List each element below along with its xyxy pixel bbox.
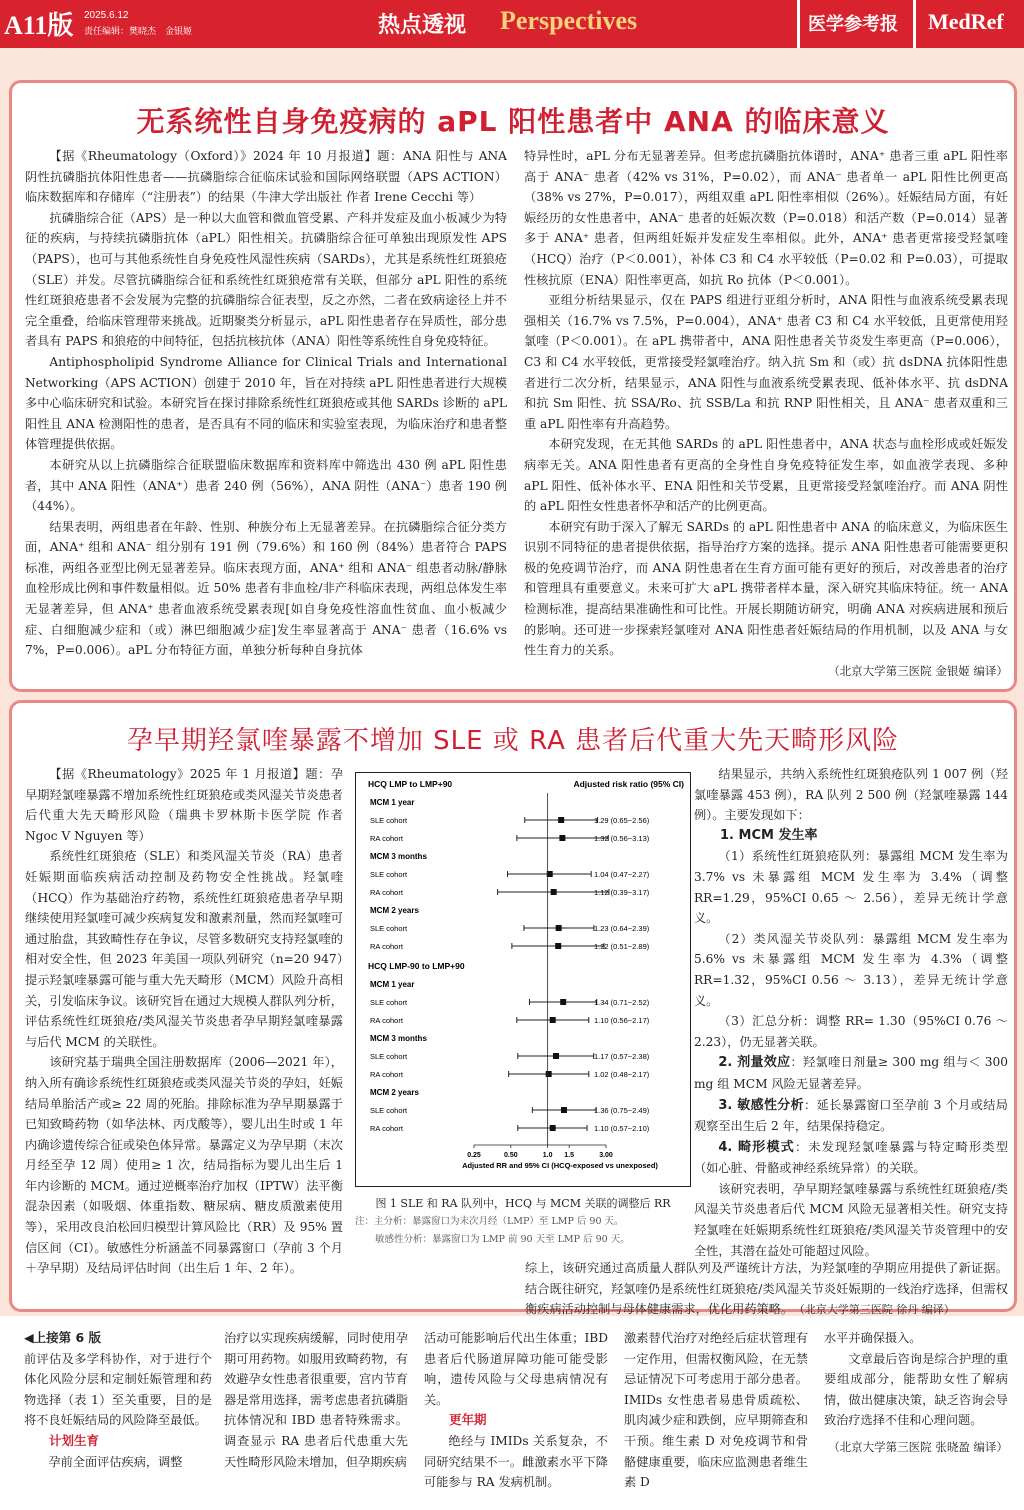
forest-plot-svg <box>356 773 690 1186</box>
article-hcq <box>9 700 1017 1317</box>
page-header <box>0 0 1024 48</box>
paragraph: 该研究基于瑞典全国注册数据库（2006—2021 年），纳入所有确诊系统性红斑狼疮或类风湿关节炎的孕妇，妊娠结局单胎活产或≥ 22 周的死胎。排除标准为孕早期暴露于已知致畸药物（如华法林、丙戊酸等），婴儿出生时或 1 年内确诊遗传综合征或染色体异常。暴露定义为孕早期（末次月经至孕 12 周）使用≥ 1 次，结局指标为婴儿出生后 1 年内诊断的 MCM。通过逆概率治疗加权（IPTW）法平衡混杂因素（如吸烟、体重指数、糖尿病、糖皮质激素使用等），采用改良泊松回归模型计算风险比（RR）及 95% 置信区间（CI）。敏感性分析涵盖不同暴露窗口（孕前 3 个月＋孕早期）及结局评估时间（出生后 1 年、2 年）。 <box>25 1055 343 1276</box>
paragraph: 孕前全面评估疾病，调整 <box>48 1454 183 1469</box>
rr-value: 1.12 (0.39−3.17) <box>594 888 650 897</box>
rr-value: 1.32 (0.56−3.13) <box>594 834 650 843</box>
article-column <box>25 764 343 1279</box>
point-estimate <box>550 1017 556 1023</box>
header-divider <box>913 0 916 48</box>
continued-article <box>0 1316 1024 1510</box>
rr-value: 1.17 (0.57−2.38) <box>594 1052 650 1061</box>
forest-plot <box>355 772 691 1187</box>
subheading: 4. 畸形模式 <box>718 1139 795 1155</box>
paragraph: （1）系统性红斑狼疮队列：暴露组 MCM 发生率为 3.7% vs 未暴露组 MCM 发生率为 3.4%（调整 RR=1.29，95%CI 0.65 ～ 2.56），差异无统计学意义。 <box>694 849 1008 926</box>
paragraph: 结果表明，两组患者在年龄、性别、种族分布上无显著差异。在抗磷脂综合征分类方面，ANA⁺ 组和 ANA⁻ 组分别有 191 例（79.6%）和 160 例（84%）患者符合 PAPS 标准，两组各亚型比例无显著差异。临床表现方面，ANA⁺ 组和 ANA⁻ 组患者动脉/静脉血栓形成比例和事件数量相似。近 50% 患者有非血栓/非产科临床表现，两组总体发生率无显著差异，但 ANA⁺ 患者血液系统受累表现[如自身免疫性溶血性贫血、血小板减少症、白细胞减少症和（或）淋巴细胞减少症]发生率显著高于 ANA⁻ 患者（16.6% vs 7%，P=0.006）。aPL 分布特征方面，单独分析每种自身抗体 <box>25 519 507 658</box>
period-label: MCM 3 months <box>370 852 427 861</box>
point-estimate <box>558 817 564 823</box>
rr-value: 1.22 (0.51−2.89) <box>594 942 650 951</box>
figure-note: 注：主分析：暴露窗口为末次月经（LMP）至 LMP 后 90 天。 <box>355 1216 624 1227</box>
row-label: RA cohort <box>370 888 403 897</box>
paragraph <box>525 1258 1008 1321</box>
article-title: 孕早期羟氯喹暴露不增加 SLE 或 RA 患者后代重大先天畸形风险 <box>126 726 900 756</box>
paragraph: 前评估及多学科协作，对于进行个体化风险分层和定制妊娠管理和药物选择（表 1）至关重要，目的是将不良妊娠结局的风险降至最低。 <box>24 1351 212 1428</box>
period-label: MCM 2 years <box>370 906 419 915</box>
row-label: SLE cohort <box>370 816 408 825</box>
continued-marker: ◀上接第 6 版 <box>24 1330 102 1345</box>
rr-value: 1.36 (0.75−2.49) <box>594 1106 650 1115</box>
paragraph: 水平并确保摄入。 <box>824 1331 922 1345</box>
paragraph: 本研究从以上抗磷脂综合征联盟临床数据库和资料库中筛选出 430 例 aPL 阳性患者，其中 ANA 阳性（ANA⁺）患者 240 例（56%），ANA 阴性（ANA⁻）患者 190 例（44%）。 <box>25 457 507 514</box>
row-label: RA cohort <box>370 834 403 843</box>
subheading: 计划生育 <box>49 1432 100 1448</box>
paragraph: 【据《Rheumatology》2025 年 1 月报道】题：孕早期羟氯喹暴露不增加系统性红斑狼疮或类风湿关节炎患者后代重大先天畸形风险（瑞典卡罗林斯卡医学院 作者 Ngoc V Nguyen 等） <box>25 767 343 843</box>
paragraph: 该研究表明，孕早期羟氯喹暴露与系统性红斑狼疮/类风湿关节炎患者后代 MCM 风险无显著相关性。研究支持羟氯喹在妊娠期系统性红斑狼疮/类风湿关节炎管理中的安全性，其潜在益处可能超过风险。 <box>694 1181 1008 1258</box>
article-title: 无系统性自身免疫病的 aPL 阳性患者中 ANA 的临床意义 <box>136 105 890 138</box>
row-label: SLE cohort <box>370 870 408 879</box>
paragraph: 绝经与 IMIDs 关系复杂，不同研究结果不一。雌激素水平下降可能参与 RA 发病机制。 <box>424 1433 608 1490</box>
column-header: Adjusted risk ratio (95% CI) <box>573 779 684 789</box>
x-tick-label: 3.00 <box>599 1152 613 1159</box>
rr-value: 1.34 (0.71−2.52) <box>594 998 650 1007</box>
paragraph: 本研究发现，在无其他 SARDs 的 aPL 阳性患者中，ANA 状态与血栓形成或妊娠发病率无关。ANA 阳性患者有更高的全身性自身免疫特征发生率，如血液学表现、多种 aPL 阳性、低补体水平、ENA 阳性和关节受累，且更常接受羟氯喹治疗。而 ANA 阴性的 aPL 阳性女性患者怀孕和活产的比例更高。 <box>524 437 1008 514</box>
continued-column <box>224 1328 408 1472</box>
rr-value: 1.29 (0.65−2.56) <box>594 816 650 825</box>
paragraph: （3）汇总分析：调整 RR= 1.30（95%CI 0.76 ～ 2.23），仍无显著关联。 <box>694 1014 1008 1049</box>
figure-title: 图 1 SLE 和 RA 队列中，HCQ 与 MCM 关联的调整后 RR <box>375 1197 671 1210</box>
paragraph: 结果显示，共纳入系统性红斑狼疮队列 1 007 例（羟氯喹暴露 453 例），RA 队列 2 500 例（羟氯喹暴露 144 例）。主要发现如下： <box>694 767 1008 823</box>
row-label: RA cohort <box>370 1124 403 1133</box>
subheading: 更年期 <box>449 1412 487 1428</box>
continued-column <box>624 1328 808 1493</box>
subheading: 3. 敏感性分析 <box>718 1097 805 1113</box>
author-signature: （北京大学第三医院 金银姬 编译） <box>828 663 1008 678</box>
x-tick-label: 1.5 <box>564 1152 575 1159</box>
paragraph: ：延长暴露窗口至孕前 3 个月或结局观察至出生后 2 年，结果保持稳定。 <box>694 1097 1008 1134</box>
paragraph: 亚组分析结果显示，仅在 PAPS 组进行亚组分析时，ANA 阳性与血液系统受累表现强相关（16.7% vs 7.5%，P=0.004），ANA⁺ 患者 C3 和 C4 水平较低，且更常使用羟氯喹（P＜0.001）。在 aPL 携带者中，ANA 阳性患者关节炎发生率更高（P=0.006），C3 和 C4 水平较低，更常接受羟氯喹治疗。纳入抗 Sm 和（或）抗 dsDNA 抗体阳性患者进行二次分析，结果显示，ANA 阳性与血液系统受累表现、低补体水平、抗 dsDNA 和抗 Sm 阳性、抗 SSA/Ro、抗 SSB/La 和抗 RNP 阳性相关，且 ANA⁻ 患者双重和三重 aPL 阳性率有升高趋势。 <box>524 293 1008 431</box>
rr-value: 1.04 (0.47−2.27) <box>594 870 650 879</box>
subheading: 2. 剂量效应 <box>718 1055 791 1071</box>
row-label: SLE cohort <box>370 998 408 1007</box>
author-signature: （北京大学第三医院 徐丹 编译） <box>799 1303 955 1317</box>
subheading: 1. MCM 发生率 <box>720 827 818 843</box>
article-column <box>525 1258 1008 1321</box>
point-estimate <box>561 1107 567 1113</box>
continued-column <box>24 1328 212 1472</box>
paragraph: （2）类风湿关节炎队列：暴露组 MCM 发生率为 5.6% vs 未暴露组 MCM 发生率为 4.3%（调整 RR=1.32，95%CI 0.56 ～ 3.13），差异无统计学意义。 <box>694 931 1008 1008</box>
paragraph: 激素替代治疗对绝经后症状管理有一定作用，但需权衡风险，在无禁忌证情况下可考虑用于部分患者。IMIDs 女性患者易患骨质疏松、肌肉减少症和跌倒，应早期筛查和干预。维生素 D 对免疫调节和骨骼健康重要，临床应监测患者维生素 D <box>624 1331 808 1490</box>
paragraph: ：未发现羟氯喹暴露与特定畸形类型（如心脏、骨骼或神经系统异常）的关联。 <box>694 1139 1009 1176</box>
group-header: HCQ LMP to LMP+90 <box>368 779 453 789</box>
article-column <box>694 764 1008 1261</box>
point-estimate <box>559 835 565 841</box>
point-estimate <box>560 999 566 1005</box>
x-tick-label: 1.0 <box>542 1152 553 1159</box>
group-header: HCQ LMP-90 to LMP+90 <box>368 961 465 971</box>
article-column <box>25 146 507 661</box>
editors: 责任编辑：樊晓杰 金银姬 <box>84 26 193 36</box>
row-label: RA cohort <box>370 1016 403 1025</box>
row-label: SLE cohort <box>370 1052 408 1061</box>
rr-value: 1.10 (0.56−2.17) <box>594 1016 650 1025</box>
paragraph: 【据《Rheumatology（Oxford）》2024 年 10 月报道】题：ANA 阳性与 ANA 阴性抗磷脂抗体阳性患者——抗磷脂综合征临床试验和国际网络联盟（APS ACTION）临床数据库和存储库（“注册表”）的结果（牛津大学出版社 作者 Irene Cecchi 等） <box>25 149 507 205</box>
point-estimate <box>555 943 561 949</box>
point-estimate <box>556 925 562 931</box>
article-ana <box>9 80 1017 692</box>
rr-value: 1.23 (0.64−2.39) <box>594 924 650 933</box>
period-label: MCM 1 year <box>370 980 415 989</box>
x-axis-label: Adjusted RR and 95% CI (HCQ-exposed vs unexposed) <box>462 1161 658 1170</box>
section-title-en: Perspectives <box>500 6 638 35</box>
paragraph: 特异性时，aPL 分布无显著差异。但考虑抗磷脂抗体谱时，ANA⁺ 患者三重 aPL 阳性率高于 ANA⁻ 患者（42% vs 31%，P=0.02），而 ANA⁻ 患者单一 aPL 阳性比例更高（38% vs 27%，P=0.017），两组双重 aPL 阳性率相似（26%）。妊娠结局方面，有妊娠经历的女性患者中，ANA⁻ 患者的妊娠次数（P=0.018）和活产数（P=0.014）显著多于 ANA⁺ 患者，但两组妊娠并发症发生率相似。此外，ANA⁺ 患者更常接受羟氯喹（HCQ）治疗（P＜0.001），补体 C3 和 C4 水平较低（P=0.02 和 P=0.03），可提取性核抗原（ENA）阳性率更高，如抗 Ro 抗体（P＜0.001）。 <box>524 149 1008 287</box>
x-tick-label: 0.50 <box>504 1152 518 1159</box>
paragraph: 抗磷脂综合征（APS）是一种以大血管和微血管受累、产科并发症及血小板减少为特征的疾病，与持续抗磷脂抗体（aPL）阳性相关。抗磷脂综合征可单独出现原发性 APS（PAPS），也可与其他系统性自身免疫性风湿性疾病（SARDs），尤其是系统性红斑狼疮（SLE）并发。尽管抗磷脂综合征和系统性红斑狼疮常有关联，但部分 aPL 阳性的系统性红斑狼疮患者不会发展为完整的抗磷脂综合征表型，反之亦然，二者在致病途径上并不完全重叠，给临床管理带来挑战。近期聚类分析显示，aPL 阳性患者存在异质性，部分患者具有 PAPS 和狼疮的中间特征，包括抗核抗体（ANA）阳性等系统性自身免疫特征。 <box>25 210 507 349</box>
row-label: RA cohort <box>370 1070 403 1079</box>
paragraph: 活动可能影响后代出生体重；IBD 患者后代肠道屏障功能可能受影响，遗传风险与父母患病情况有关。 <box>424 1331 608 1407</box>
period-label: MCM 1 year <box>370 798 415 807</box>
paragraph-text: 综上，该研究通过高质量人群队列及严谨统计方法，为羟氯喹的孕期应用提供了新证据。结合既往研究，羟氯喹仍是系统性红斑狼疮/类风湿关节炎妊娠期的一线治疗选择，但需权衡疾病活动控制与母体健康需求，优化用药策略。 <box>525 1261 1008 1317</box>
period-label: MCM 2 years <box>370 1088 419 1097</box>
continued-column <box>424 1328 608 1493</box>
section-title: 热点透视 <box>378 13 467 38</box>
publication-name-en: MedRef <box>928 9 1004 34</box>
figure-note: 敏感性分析：暴露窗口为 LMP 前 90 天至 LMP 后 90 天。 <box>375 1234 630 1245</box>
paragraph: 治疗以实现疾病缓解，同时使用孕期可用药物。如服用致畸药物，有效避孕女性患者很重要，宫内节育器是常用选择，需考虑患者抗磷脂抗体情况和 IBD 患者特殊需求。调查显示 RA 患者后代患重大先天性畸形风险未增加，但孕期疾病 <box>224 1331 408 1469</box>
row-label: SLE cohort <box>370 1106 408 1115</box>
continued-column <box>824 1328 1008 1458</box>
rr-value: 1.02 (0.48−2.17) <box>594 1070 650 1079</box>
figure-caption <box>355 1195 691 1249</box>
paragraph: 本研究有助于深入了解无 SARDs 的 aPL 阳性患者中 ANA 的临床意义，为临床医生识别不同特征的患者提供依据，指导治疗方案的选择。提示 ANA 阳性患者可能需要更积极的免疫调节治疗，而 ANA 阴性患者在生育方面可能有更好的预后，对改善患者的治疗和管理具有重要意义。未来可扩大 aPL 携带者样本量，深入研究其临床特征。统一 ANA 检测标准，提高结果准确性和可比性。开展长期随访研究，明确 ANA 对疾病进展和预后的影响。还可进一步探索羟氯喹对 ANA 阳性患者妊娠结局的作用机制，以及 ANA 与女性生育力的关系。 <box>524 519 1008 658</box>
paragraph: ：羟氯喹日剂量≥ 300 mg 组与＜ 300 mg 组 MCM 风险无显著差异。 <box>694 1055 1008 1091</box>
row-label: RA cohort <box>370 942 403 951</box>
page-version: A11版 <box>4 11 74 40</box>
rr-value: 1.10 (0.57−2.10) <box>594 1124 650 1133</box>
period-label: MCM 3 months <box>370 1034 427 1043</box>
point-estimate <box>553 1053 559 1059</box>
paragraph: 系统性红斑狼疮（SLE）和类风湿关节炎（RA）患者妊娠期面临疾病活动控制及药物安全性挑战。羟氯喹（HCQ）作为基础治疗药物，系统性红斑狼疮患者孕早期继续使用羟氯喹可减少疾病复发和激素剂量，然而羟氯喹可通过胎盘，其致畸性存在争议，尽管多数研究支持羟氯喹的相对安全性，但 2023 年美国一项队列研究（n=20 947）提示羟氯喹暴露可能与重大先天畸形（MCM）风险升高相关，引发临床争议。该研究旨在通过大规模人群队列分析，评估系统性红斑狼疮/类风湿关节炎患者孕早期羟氯喹暴露与后代 MCM 的关联性。 <box>25 849 343 1049</box>
issue-date: 2025.6.12 <box>84 10 129 21</box>
paragraph: 文章最后咨询是综合护理的重要组成部分，能帮助女性了解病情，做出健康决策，缺乏咨询会导致治疗选择不佳和心理问题。 <box>824 1351 1008 1428</box>
paragraph: Antiphospholipid Syndrome Alliance for Clinical Trials and International Networking（APS ACTION）创建于 2010 年，旨在对持续 aPL 阳性患者进行大规模多中心临床研究和试验。本研究旨在探讨排除系统性红斑狼疮或其他 SARDs 诊断的 aPL 阳性且 ANA 检测阳性的患者，是否具有不同的临床和实验室表现，为临床治疗和患者整体管理提供依据。 <box>25 354 507 452</box>
point-estimate <box>546 1071 552 1077</box>
author-signature: （北京大学第三医院 张晓盈 编译） <box>828 1439 1008 1454</box>
x-tick-label: 0.25 <box>467 1152 481 1159</box>
publication-name: 医学参考报 <box>808 14 898 35</box>
point-estimate <box>550 1125 556 1131</box>
point-estimate <box>551 889 557 895</box>
header-divider <box>797 0 800 48</box>
row-label: SLE cohort <box>370 924 408 933</box>
article-column <box>524 146 1008 681</box>
